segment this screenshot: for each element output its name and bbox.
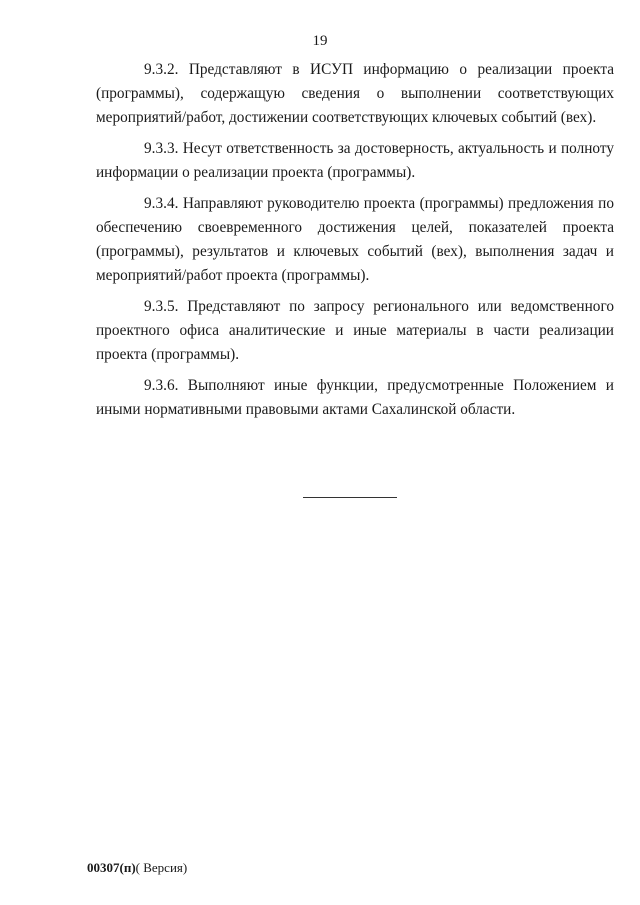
document-version: ( Версия): [135, 860, 188, 875]
paragraph-9-3-6: 9.3.6. Выполняют иные функции, предусмотренные Положением и иными нормативными правовыми актами Сахалинской области.: [96, 377, 614, 418]
paragraph-9-3-4: 9.3.4. Направляют руководителю проекта (программы) предложения по обеспечению своевременного достижения целей, показателей проекта (программы), результатов и ключевых событий (вех), выполнения задач и мероприятий/работ проекта (программы).: [96, 195, 614, 284]
document-code: 00307(п): [87, 860, 136, 875]
document-body: [96, 58, 614, 429]
paragraph-9-3-5: 9.3.5. Представляют по запросу регионального или ведомственного проектного офиса аналитические и иные материалы в части реализации проекта (программы).: [96, 298, 614, 363]
document-footer: [87, 860, 187, 876]
paragraph-9-3-2: 9.3.2. Представляют в ИСУП информацию о реализации проекта (программы), содержащую сведения о выполнении соответствующих мероприятий/работ, достижении соответствующих ключевых событий (вех).: [96, 61, 614, 126]
paragraph-9-3-3: 9.3.3. Несут ответственность за достоверность, актуальность и полноту информации о реализации проекта (программы).: [96, 140, 614, 181]
end-divider-line: [303, 497, 397, 498]
page-number: 19: [312, 33, 328, 49]
